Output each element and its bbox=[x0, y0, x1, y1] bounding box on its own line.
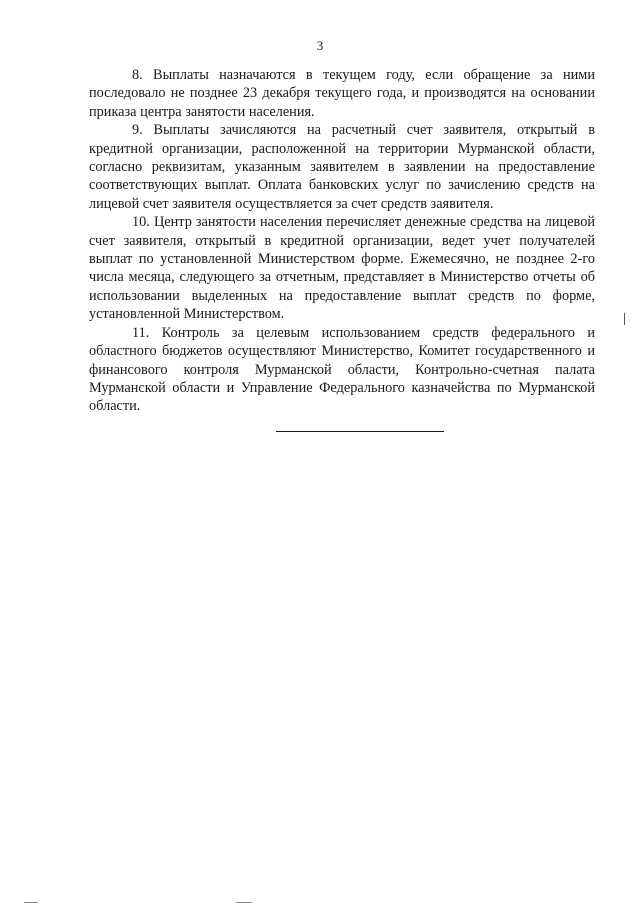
page-number: 3 bbox=[316, 38, 324, 53]
scan-edge-mark-middle bbox=[236, 902, 252, 903]
scan-margin-mark bbox=[624, 313, 625, 325]
end-of-document-line bbox=[276, 431, 444, 432]
document-body bbox=[89, 66, 595, 416]
paragraph-11: 11. Контроль за целевым использованием средств федерального и областного бюджетов осуществляют Министерство, Комитет государственного и финансового контроля Мурманской области, Контрольно-счетная палата Мурманской области и Управление Федерального казначейства по Мурманской области. bbox=[89, 324, 595, 415]
paragraph-9: 9. Выплаты зачисляются на расчетный счет заявителя, открытый в кредитной организации, расположенной на территории Мурманской области, согласно реквизитам, указанным заявителем в заявлении на предоставление соответствующих выплат. Оплата банковских услуг по зачислению средств на лицевой счет заявителя осуществляется за счет средств заявителя. bbox=[89, 122, 595, 212]
scan-edge-mark-left bbox=[24, 902, 38, 903]
paragraph-10: 10. Центр занятости населения перечисляет денежные средства на лицевой счет заявителя, открытый в кредитной организации, ведет учет получателей выплат по установленной Министерством форме. Ежемесячно, не позднее 2-го числа месяца, следующего за отчетным, представляет в Министерство отчеты об использовании выделенных на предоставление выплат средств по форме, установленной Министерством. bbox=[89, 214, 595, 323]
paragraph-8: 8. Выплаты назначаются в текущем году, если обращение за ними последовало не позднее 23 декабря текущего года, и производятся на основании приказа центра занятости населения. bbox=[89, 67, 595, 120]
